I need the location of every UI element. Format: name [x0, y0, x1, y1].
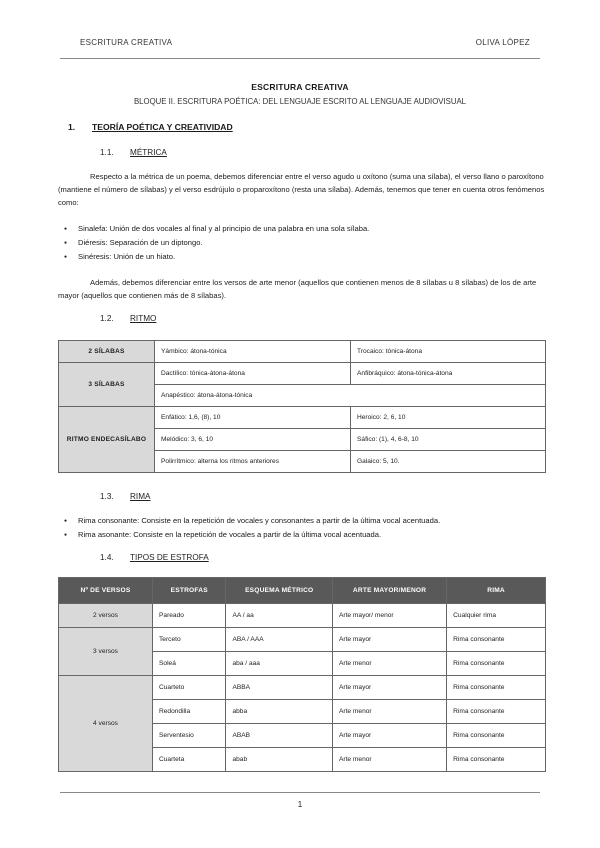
table-cell: Trocaico: tónica-átona	[351, 341, 546, 363]
table-cell: ABBA	[226, 676, 333, 700]
table-header-row	[59, 578, 546, 604]
table-cell: Arte mayor	[333, 628, 447, 652]
subsection-number: 1.2.	[100, 314, 114, 323]
table-cell: Serventesio	[153, 724, 226, 748]
table-row	[59, 604, 546, 628]
list-item: ● Sinalefa: Unión de dos vocales al final y al principio de una palabra en una sola sílaba.	[78, 222, 548, 236]
list-item: ● Diéresis: Separación de un diptongo.	[78, 236, 548, 250]
subsection-heading-estrofa	[100, 553, 209, 562]
metrica-bullet-list	[78, 222, 548, 264]
column-header: Nº DE VERSOS	[59, 578, 153, 604]
footer-rule	[60, 792, 540, 793]
subsection-title: TIPOS DE ESTROFA	[130, 553, 209, 562]
table-cell: Anfibráquico: átona-tónica-átona	[351, 363, 546, 385]
table-row	[59, 407, 546, 429]
subsection-heading-ritmo	[100, 314, 156, 323]
document-subtitle: BLOQUE II. ESCRITURA POÉTICA: DEL LENGUAJE ESCRITO AL LENGUAJE AUDIOVISUAL	[133, 97, 467, 106]
table-cell: Polirrítmico: alterna los ritmos anteriores	[155, 451, 351, 473]
ritmo-table	[58, 340, 546, 473]
table-cell: abab	[226, 748, 333, 772]
document-title: ESCRITURA CREATIVA	[251, 82, 349, 92]
table-cell: Rima consonante	[447, 652, 546, 676]
row-label: 3 versos	[59, 628, 153, 676]
header-rule	[60, 58, 540, 59]
table-cell: Anapéstico: átona-átona-tónica	[155, 385, 546, 407]
table-cell: Soleá	[153, 652, 226, 676]
table-cell: Arte menor	[333, 748, 447, 772]
list-item: ● Sinéresis: Unión de un hiato.	[78, 250, 548, 264]
subsection-number: 1.3.	[100, 492, 114, 501]
table-cell: Arte mayor/ menor	[333, 604, 447, 628]
table-cell: Terceto	[153, 628, 226, 652]
table-row	[59, 676, 546, 700]
metrica-paragraph: Respecto a la métrica de un poema, debemos diferenciar entre el verso agudo u oxítono (suma una sílaba), el verso llano o paroxítono (mantiene el número de sílabas) y el verso esdrújulo o proparoxítono (resta una sílaba). Además, tenemos que tener en cuenta otros fenómenos como:	[58, 172, 545, 207]
column-header: ESTROFAS	[153, 578, 226, 604]
subsection-heading-rima	[100, 492, 150, 501]
table-cell: Dactílico: tónica-átona-átona	[155, 363, 351, 385]
table-row	[59, 341, 546, 363]
table-cell: Sáfico: (1), 4, 6-8, 10	[351, 429, 546, 451]
table-cell: Rima consonante	[447, 748, 546, 772]
header-author: OLIVA LÓPEZ	[475, 38, 530, 47]
table-cell: AA / aa	[226, 604, 333, 628]
subsection-heading-metrica	[100, 148, 167, 157]
table-cell: Rima consonante	[447, 628, 546, 652]
row-label: RITMO ENDECASÍLABO	[59, 407, 155, 473]
table-cell: Arte mayor	[333, 724, 447, 748]
table-row	[59, 628, 546, 652]
subsection-title: RITMO	[130, 314, 157, 323]
header-course: ESCRITURA CREATIVA	[80, 38, 173, 47]
table-cell: aba / aaa	[226, 652, 333, 676]
table-cell: Enfático: 1,6, (8), 10	[155, 407, 351, 429]
subsection-title: RIMA	[130, 492, 151, 501]
table-cell: Heroico: 2, 6, 10	[351, 407, 546, 429]
list-item: ● Rima asonante: Consiste en la repetición de vocales a partir de la última vocal acentuada.	[78, 528, 548, 542]
table-cell: Galaico: 5, 10.	[351, 451, 546, 473]
table-cell: Yámbico: átona-tónica	[155, 341, 351, 363]
table-cell: Cuarteta	[153, 748, 226, 772]
table-cell: Arte mayor	[333, 676, 447, 700]
table-cell: abba	[226, 700, 333, 724]
page-header	[80, 38, 530, 58]
table-cell: Cuarteto	[153, 676, 226, 700]
row-label: 2 SÍLABAS	[59, 341, 155, 363]
row-label: 2 versos	[59, 604, 153, 628]
table-cell: Arte menor	[333, 700, 447, 724]
arte-paragraph: Además, debemos diferenciar entre los versos de arte menor (aquellos que contienen menos de 8 sílabas u 8 sílabas) de los de arte mayor (aquellos que contienen más de 8 sílabas).	[58, 278, 537, 300]
section-title: TEORÍA POÉTICA Y CREATIVIDAD	[92, 122, 233, 132]
table-cell: Rima consonante	[447, 700, 546, 724]
column-header: ARTE MAYOR/MENOR	[333, 578, 447, 604]
estrofa-table	[58, 577, 546, 772]
rima-bullet-list	[78, 514, 548, 542]
table-cell: Cualquier rima	[447, 604, 546, 628]
table-cell: ABA / AAA	[226, 628, 333, 652]
section-heading-1	[68, 122, 233, 132]
table-cell: Rima consonante	[447, 724, 546, 748]
table-cell: Redondilla	[153, 700, 226, 724]
table-cell: ABAB	[226, 724, 333, 748]
section-number: 1.	[68, 122, 76, 132]
page-number: 1	[297, 800, 303, 809]
column-header: ESQUEMA MÉTRICO	[226, 578, 333, 604]
subsection-number: 1.1.	[100, 148, 114, 157]
row-label: 3 SÍLABAS	[59, 363, 155, 407]
row-label: 4 versos	[59, 676, 153, 772]
subsection-number: 1.4.	[100, 553, 114, 562]
table-cell: Arte menor	[333, 652, 447, 676]
table-cell: Pareado	[153, 604, 226, 628]
table-cell: Melódico: 3, 6, 10	[155, 429, 351, 451]
column-header: RIMA	[447, 578, 546, 604]
table-cell: Rima consonante	[447, 676, 546, 700]
list-item: ● Rima consonante: Consiste en la repetición de vocales y consonantes a partir de la última vocal acentuada.	[78, 514, 548, 528]
table-row	[59, 363, 546, 385]
subsection-title: MÉTRICA	[130, 148, 167, 157]
